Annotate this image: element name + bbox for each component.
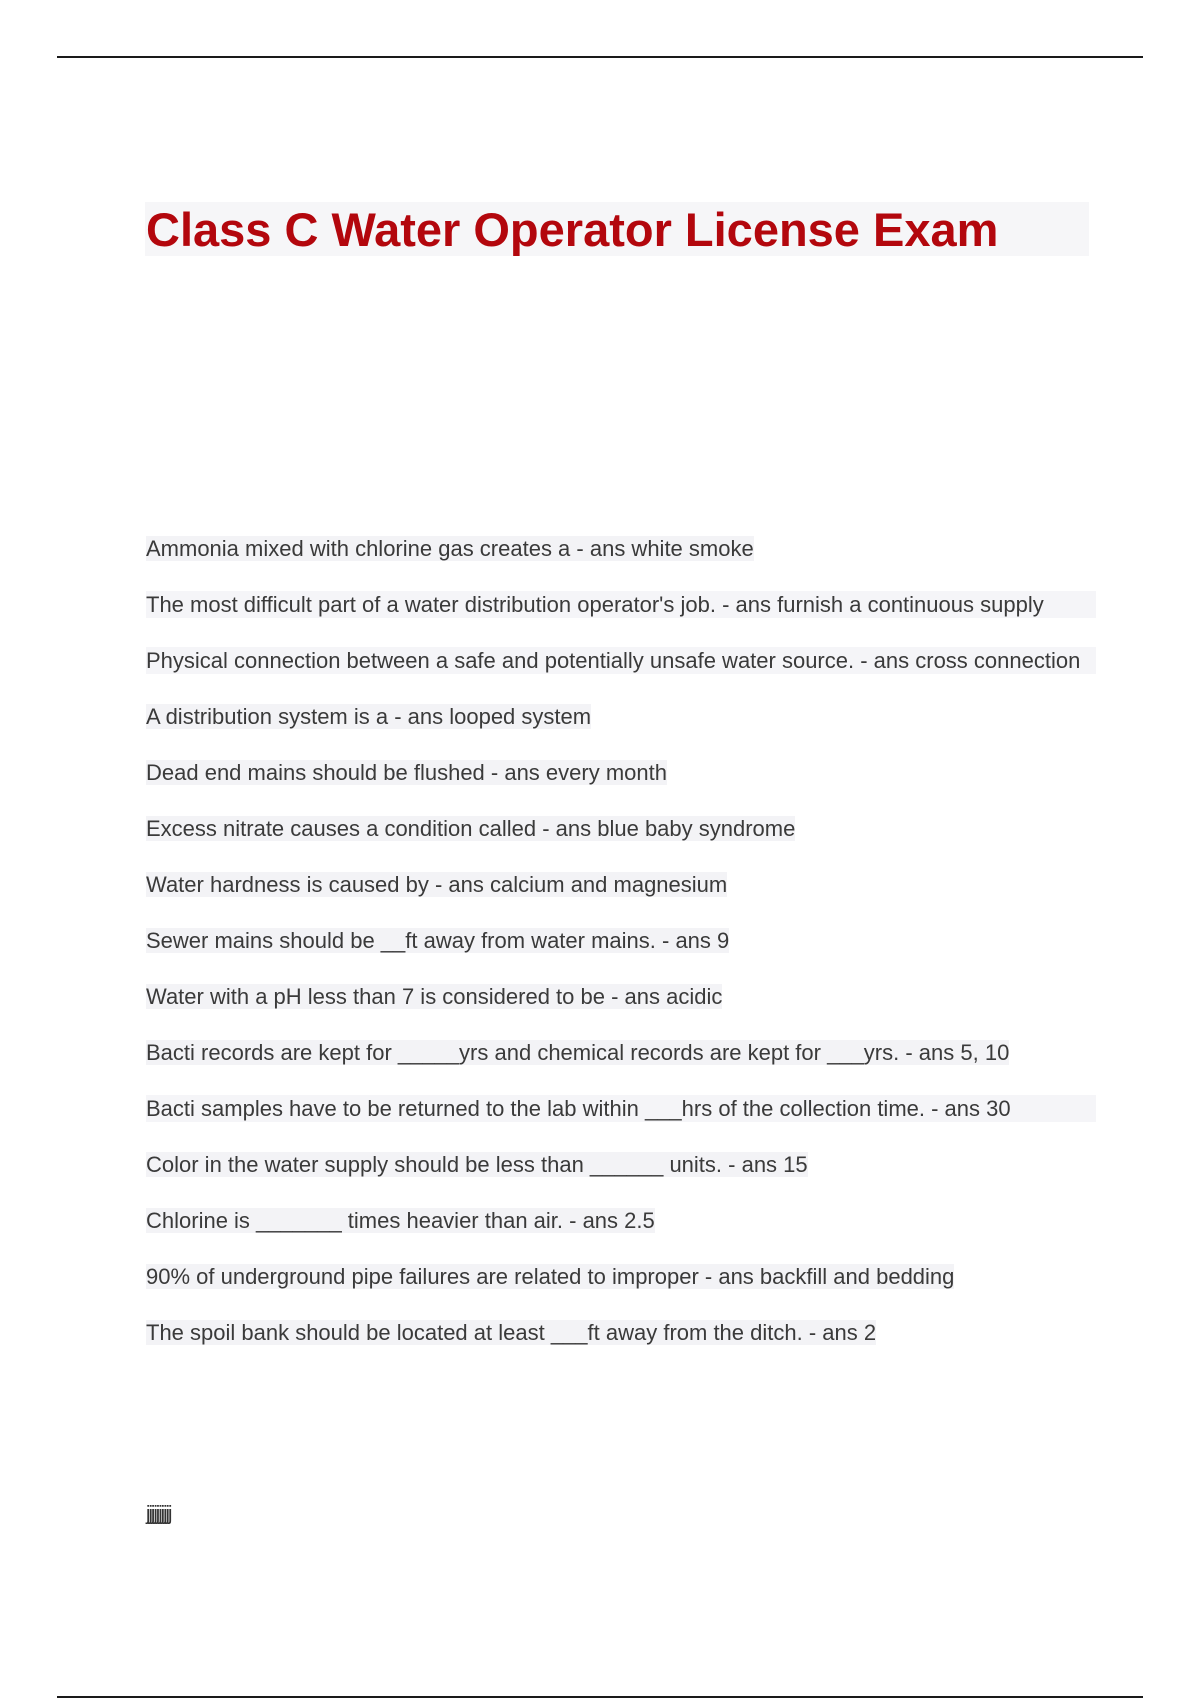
qa-item-text: Dead end mains should be flushed - ans every month <box>146 760 667 785</box>
qa-item <box>146 1095 1096 1122</box>
qa-item-text: A distribution system is a - ans looped system <box>146 704 592 729</box>
qa-item <box>146 927 1096 954</box>
bottom-rule <box>57 1696 1143 1698</box>
qa-item <box>146 983 1096 1010</box>
qa-item <box>146 759 1096 786</box>
qa-item <box>146 703 1096 730</box>
qa-list <box>146 535 1096 1375</box>
qa-item <box>146 1263 1096 1290</box>
qa-item-text: The spoil bank should be located at least ___ft away from the ditch. - ans 2 <box>146 1320 877 1345</box>
qa-item-text: Bacti records are kept for _____yrs and chemical records are kept for ___yrs. - ans 5, 10 <box>146 1040 1010 1065</box>
qa-item <box>146 1039 1096 1066</box>
qa-item <box>146 1319 1096 1346</box>
qa-item-text: Ammonia mixed with chlorine gas creates a - ans white smoke <box>146 536 754 561</box>
qa-item-text: Excess nitrate causes a condition called - ans blue baby syndrome <box>146 816 796 841</box>
document-title: Class C Water Operator License Exam <box>146 203 999 256</box>
qa-item <box>146 1207 1096 1234</box>
footnote-text: jjjjjjjjjj <box>146 1503 171 1525</box>
qa-item <box>146 535 1096 562</box>
qa-item-text: Sewer mains should be __ft away from water mains. - ans 9 <box>146 928 730 953</box>
qa-item <box>146 815 1096 842</box>
qa-item <box>146 591 1096 618</box>
qa-item-text: Physical connection between a safe and potentially unsafe water source. - ans cross connection <box>146 648 1081 673</box>
qa-item-text: Water with a pH less than 7 is considered to be - ans acidic <box>146 984 723 1009</box>
qa-item <box>146 647 1096 674</box>
qa-item-text: Water hardness is caused by - ans calcium and magnesium <box>146 872 728 897</box>
qa-item-text: Bacti samples have to be returned to the lab within ___hrs of the collection time. - ans 30 <box>146 1096 1011 1121</box>
qa-item-text: Chlorine is _______ times heavier than air. - ans 2.5 <box>146 1208 655 1233</box>
qa-item-text: The most difficult part of a water distribution operator's job. - ans furnish a continuous supply <box>146 592 1044 617</box>
top-rule <box>57 56 1143 58</box>
qa-item <box>146 871 1096 898</box>
qa-item-text: 90% of underground pipe failures are related to improper - ans backfill and bedding <box>146 1264 955 1289</box>
qa-item <box>146 1151 1096 1178</box>
qa-item-text: Color in the water supply should be less than ______ units. - ans 15 <box>146 1152 808 1177</box>
